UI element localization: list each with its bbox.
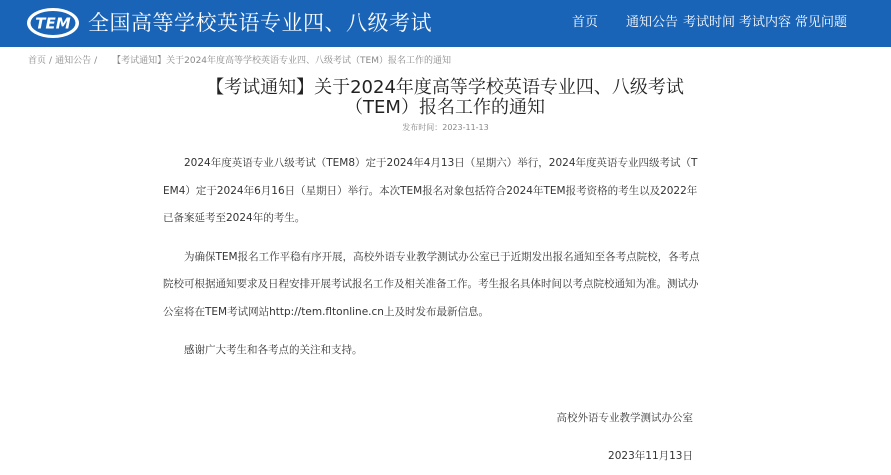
logo-text: TEM	[35, 14, 71, 33]
publish-date: 发布时间：2023-11-13	[402, 123, 489, 132]
nav-notices[interactable]: 通知公告	[626, 15, 679, 30]
article-title	[100, 78, 790, 118]
nav-faq[interactable]: 常见问题	[795, 15, 848, 30]
breadcrumb-home[interactable]: 首页	[28, 56, 47, 66]
signature-date: 2023年11月13日	[608, 450, 693, 462]
article-title-line2: （TEM）报名工作的通知	[345, 97, 545, 118]
nav-home[interactable]: 首页	[572, 15, 599, 30]
nav-exam-content[interactable]: 考试内容	[739, 15, 792, 30]
breadcrumb-current: 【考试通知】关于2024年度高等学校英语专业四、八级考试（TEM）报名工作的通知	[112, 56, 451, 66]
article-paragraph: 感谢广大考生和各考点的关注和支持。	[184, 344, 363, 356]
breadcrumb	[28, 55, 451, 67]
article-paragraph: 2024年度英语专业八级考试（TEM8）定于2024年4月13日（星期六）举行，2024年度英语专业四级考试（TEM4）定于2024年6月16日（星期日）举行。本次TEM报名对象包括符合2024年TEM报考资格的考生以及2022年已备案延考至2024年的考生。	[163, 157, 698, 224]
nav-exam-time[interactable]: 考试时间	[683, 15, 736, 30]
site-title[interactable]: 全国高等学校英语专业四、八级考试	[88, 11, 432, 35]
breadcrumb-separator: /	[94, 56, 98, 66]
breadcrumb-separator: /	[49, 56, 53, 66]
article-title-line1: 【考试通知】关于2024年度高等学校英语专业四、八级考试	[206, 77, 684, 98]
signature: 高校外语专业教学测试办公室	[556, 412, 693, 424]
main-nav	[0, 0, 891, 47]
breadcrumb-notices[interactable]: 通知公告	[55, 56, 92, 66]
site-header	[0, 0, 891, 47]
article-paragraph: 为确保TEM报名工作平稳有序开展，高校外语专业教学测试办公室已于近期发出报名通知至各考点院校，各考点院校可根据通知要求及日程安排开展考试报名工作及相关准备工作。考生报名具体时间以考点院校通知为准。测试办公室将在TEM考试网站http://tem.fltonline.cn上及时发布最新信息。	[163, 250, 700, 318]
article-body	[163, 150, 703, 365]
